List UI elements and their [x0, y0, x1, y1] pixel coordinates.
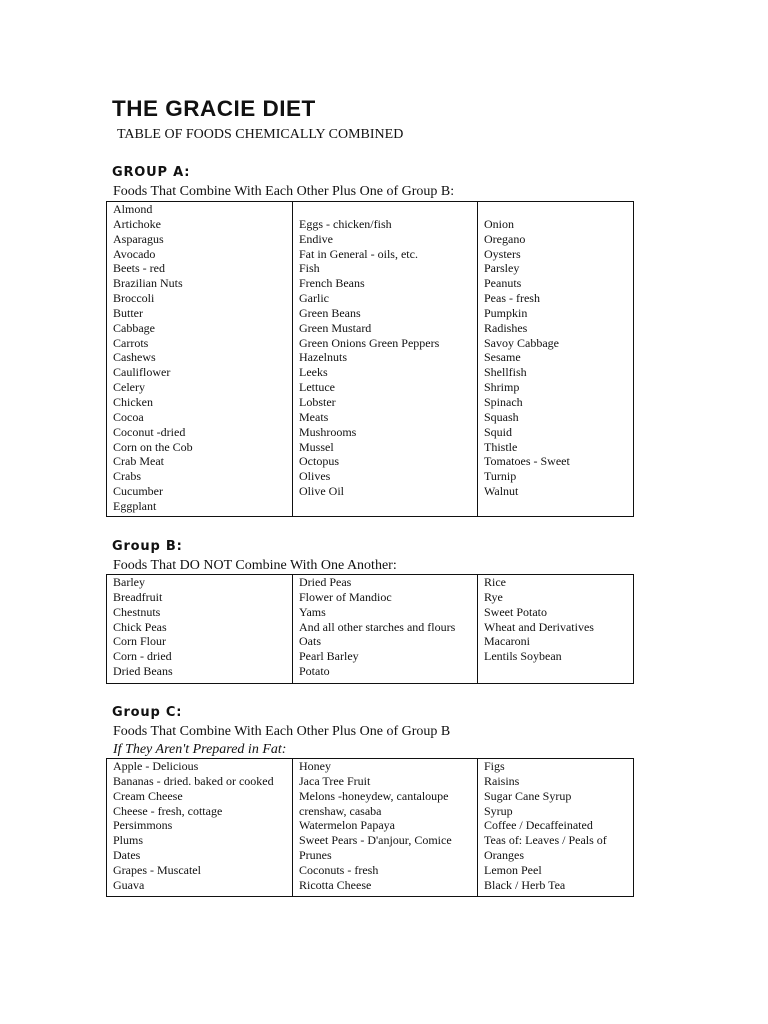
food-item: Raisins — [484, 773, 520, 788]
group-b-column-3 — [477, 575, 633, 683]
group-c-italic-note: If They Aren't Prepared in Fat: — [113, 742, 287, 757]
food-item: Ricotta Cheese — [299, 877, 372, 892]
food-item: Cocoa — [113, 409, 144, 424]
food-item: Coconut -dried — [113, 424, 186, 439]
food-item: Cashews — [113, 350, 156, 365]
food-item: Dried Beans — [113, 664, 173, 679]
food-item: Coconuts - fresh — [299, 862, 379, 877]
food-item: Brazilian Nuts — [113, 276, 183, 291]
food-item: Green Beans — [299, 305, 361, 320]
food-item: Shellfish — [484, 365, 527, 380]
food-item: Flower of Mandioc — [299, 589, 392, 604]
food-item: Lettuce — [299, 380, 335, 395]
food-item: Breadfruit — [113, 589, 163, 604]
food-item: Cabbage — [113, 320, 155, 335]
food-item — [484, 202, 627, 217]
food-item: Oats — [299, 634, 321, 649]
food-item: Persimmons — [113, 818, 173, 833]
food-item: Corn Flour — [113, 634, 167, 649]
food-item: Green Onions Green Peppers — [299, 335, 440, 350]
group-b-description: Foods That DO NOT Combine With One Another: — [113, 558, 397, 573]
food-item: Rye — [484, 589, 503, 604]
document-title: THE GRACIE DIET — [112, 96, 316, 121]
food-item: Black / Herb Tea — [484, 877, 566, 892]
group-a-column-1 — [107, 202, 292, 516]
food-item: Crabs — [113, 469, 141, 484]
food-item: And all other starches and flours — [299, 619, 456, 634]
food-item: Honey — [299, 759, 331, 773]
food-item: Pumpkin — [484, 305, 528, 320]
food-item: Parsley — [484, 261, 520, 276]
food-item: Olives — [299, 469, 331, 484]
group-a-description: Foods That Combine With Each Other Plus One of Group B: — [113, 184, 455, 199]
food-item: Fat in General - oils, etc. — [299, 246, 418, 261]
food-item: Spinach — [484, 394, 523, 409]
food-item: Corn - dried — [113, 649, 172, 664]
food-item: Crab Meat — [113, 454, 164, 469]
food-item: Sesame — [484, 350, 521, 365]
food-item: crenshaw, casaba — [299, 803, 382, 818]
food-item: Asparagus — [113, 231, 164, 246]
food-item: Oysters — [484, 246, 521, 261]
food-item: Rice — [484, 575, 506, 589]
document-subtitle: TABLE OF FOODS CHEMICALLY COMBINED — [117, 127, 404, 142]
food-item: Potato — [299, 664, 330, 679]
food-item: Savoy Cabbage — [484, 335, 559, 350]
food-item: Sugar Cane Syrup — [484, 788, 572, 803]
group-b-heading: Group B: — [112, 539, 183, 554]
food-item: Lobster — [299, 394, 336, 409]
food-item: Corn on the Cob — [113, 439, 193, 454]
food-item: Beets - red — [113, 261, 165, 276]
food-item: Chestnuts — [113, 604, 161, 619]
food-item: Dates — [113, 848, 141, 863]
food-item: Hazelnuts — [299, 350, 347, 365]
food-item: Grapes - Muscatel — [113, 862, 201, 877]
food-item: Jaca Tree Fruit — [299, 773, 371, 788]
group-a-column-2 — [292, 202, 477, 516]
food-item: Thistle — [484, 439, 518, 454]
food-item: Radishes — [484, 320, 528, 335]
food-item: Olive Oil — [299, 484, 344, 499]
food-item: Wheat and Derivatives — [484, 619, 594, 634]
food-item: Guava — [113, 877, 145, 892]
food-item: Leeks — [299, 365, 328, 380]
food-item: Sweet Potato — [484, 604, 547, 619]
food-item: Barley — [113, 575, 145, 589]
food-item: Avocado — [113, 246, 156, 261]
food-item: Eggplant — [113, 498, 157, 513]
food-item: Macaroni — [484, 634, 530, 649]
food-item: Celery — [113, 380, 145, 395]
food-item: Squid — [484, 424, 513, 439]
food-item: Chicken — [113, 394, 153, 409]
group-a-column-3 — [477, 202, 633, 516]
food-item: Artichoke — [113, 216, 161, 231]
food-item: Melons -honeydew, cantaloupe — [299, 788, 449, 803]
food-item: Squash — [484, 409, 519, 424]
food-item: Bananas - dried. baked or cooked — [113, 773, 274, 788]
food-item: Carrots — [113, 335, 149, 350]
food-item: Cheese - fresh, cottage — [113, 803, 223, 818]
food-item: Eggs - chicken/fish — [299, 216, 392, 231]
food-item: Mushrooms — [299, 424, 357, 439]
food-item: Lemon Peel — [484, 862, 542, 877]
food-item: Broccoli — [113, 291, 155, 306]
group-c-column-1 — [107, 759, 292, 896]
group-c-table — [106, 758, 634, 897]
food-item: Coffee / Decaffeinated — [484, 818, 593, 833]
food-item: Peanuts — [484, 276, 522, 291]
food-item: Tomatoes - Sweet — [484, 454, 570, 469]
food-item: Fish — [299, 261, 320, 276]
food-item: Oregano — [484, 231, 526, 246]
food-item: Teas of: Leaves / Peals of — [484, 833, 607, 848]
food-item: French Beans — [299, 276, 365, 291]
food-item: Shrimp — [484, 380, 520, 395]
food-item: Plums — [113, 833, 144, 848]
food-item: Apple - Delicious — [113, 759, 199, 773]
food-item: Chick Peas — [113, 619, 167, 634]
food-item: Onion — [484, 216, 514, 231]
food-item: Cauliflower — [113, 365, 171, 380]
food-item: Almond — [113, 202, 153, 216]
food-item: Meats — [299, 409, 329, 424]
group-b-column-2 — [292, 575, 477, 683]
group-c-description: Foods That Combine With Each Other Plus One of Group B — [113, 724, 451, 739]
food-item: Mussel — [299, 439, 334, 454]
food-item: Cream Cheese — [113, 788, 183, 803]
group-c-column-3 — [477, 759, 633, 896]
food-item: Oranges — [484, 848, 524, 863]
food-item: Garlic — [299, 291, 329, 306]
food-item: Butter — [113, 305, 143, 320]
group-b-table — [106, 574, 634, 684]
food-item: Turnip — [484, 469, 517, 484]
food-item: Cucumber — [113, 484, 163, 499]
group-a-heading: GROUP A: — [112, 165, 191, 180]
food-item: Yams — [299, 604, 326, 619]
food-item: Dried Peas — [299, 575, 352, 589]
food-item: Lentils Soybean — [484, 649, 562, 664]
food-item: Walnut — [484, 484, 519, 499]
food-item: Syrup — [484, 803, 513, 818]
food-item: Green Mustard — [299, 320, 372, 335]
food-item: Watermelon Papaya — [299, 818, 395, 833]
group-c-column-2 — [292, 759, 477, 896]
food-item: Figs — [484, 759, 505, 773]
food-item: Endive — [299, 231, 333, 246]
food-item: Octopus — [299, 454, 339, 469]
group-b-column-1 — [107, 575, 292, 683]
food-item: Sweet Pears - D'anjour, Comice — [299, 833, 452, 848]
food-item — [299, 202, 471, 217]
group-c-heading: Group C: — [112, 705, 183, 720]
food-item: Pearl Barley — [299, 649, 359, 664]
food-item: Prunes — [299, 848, 332, 863]
food-item: Peas - fresh — [484, 291, 540, 306]
group-a-table — [106, 201, 634, 517]
